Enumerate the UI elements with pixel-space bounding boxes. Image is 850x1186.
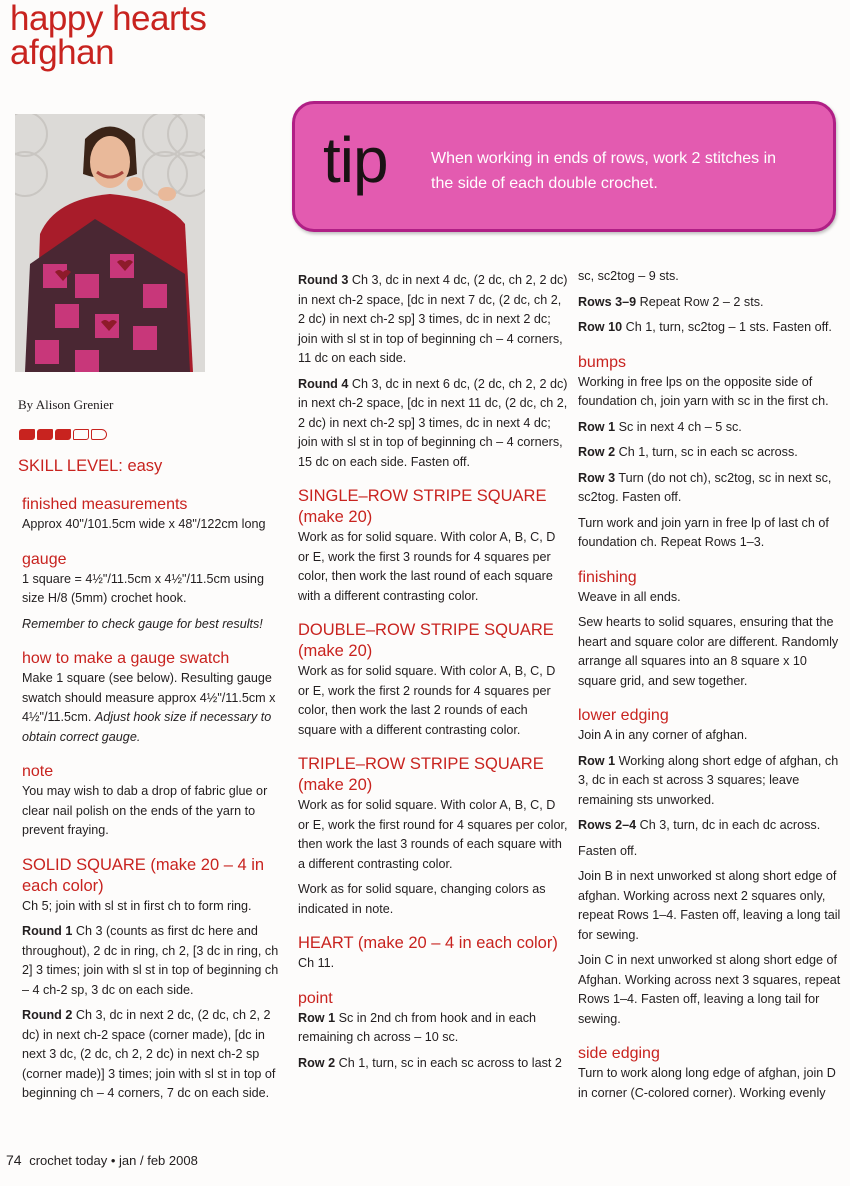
step-text: Repeat Row 2 – 2 sts. <box>639 294 764 309</box>
title-line-2: afghan <box>10 33 115 72</box>
section-heading: lower edging <box>578 707 669 724</box>
paragraph: Work as for solid square. With color A, B, C, D or E, work the first 2 rounds for 4 squares per color, then work the last 2 rounds of each square with a different contrasting color. <box>298 664 556 737</box>
paragraph: Working in free lps on the opposite side of foundation ch, join yarn with sc in the first ch. <box>578 374 829 408</box>
step-text: Ch 3, dc in next 4 dc, (2 dc, ch 2, 2 dc) in next ch-2 space, [dc in next 7 dc, (2 dc, ch 2, 2 dc) in next ch-2 sp] 3 times, dc in next 2 dc; join with sl st in top of beginning ch – 4 corners, 11 dc on each side. <box>298 273 568 365</box>
paragraph: 1 square = 4½"/11.5cm x 4½"/11.5cm using size H/8 (5mm) crochet hook. <box>22 571 264 605</box>
section-heading: side edging <box>578 1045 660 1062</box>
paragraph: Approx 40"/101.5cm wide x 48"/122cm long <box>22 517 266 531</box>
rating-block-empty <box>91 429 107 440</box>
tip-box <box>292 101 836 232</box>
section-solid-square <box>22 855 287 1104</box>
page-footer <box>6 1151 198 1171</box>
section-heading: gauge <box>22 550 67 568</box>
step-label: Round 1 <box>22 924 73 938</box>
skill-level: SKILL LEVEL: easy <box>18 457 163 475</box>
paragraph: You may wish to dab a drop of fabric glue or clear nail polish on the ends of the yarn to prevent fraying. <box>22 784 268 837</box>
section-finishing <box>578 567 846 692</box>
step-text: Ch 1, turn, sc in each sc across. <box>618 445 798 459</box>
step-label: Row 1 <box>578 419 616 434</box>
step-text: Ch 3, dc in next 6 dc, (2 dc, ch 2, 2 dc) in next ch-2 space, [dc in next 11 dc, (2 dc, ch 2, 2 dc) in next ch-2 sp] 3 times, dc in next 4 dc; join with sl st in top of beginning ch – 4 corners, 15 dc on each side. Fasten off. <box>298 376 568 469</box>
step-text: Ch 3 (counts as first dc here and throughout), 2 dc in ring, ch 2, [3 dc in ring, ch 2] 3 times; join with sl st in top of beginning ch – 4 ch-2 sp, 3 dc on each side. <box>22 924 279 997</box>
step-label: Row 1 <box>578 753 616 768</box>
paragraph: sc, sc2tog – 9 sts. <box>578 269 679 283</box>
skill-rating <box>19 429 107 440</box>
step-text: Sc in next 4 ch – 5 sc. <box>618 419 742 434</box>
photo-illustration <box>15 114 205 372</box>
rating-block-filled <box>19 429 35 440</box>
section-point <box>298 988 568 1074</box>
section-heading: DOUBLE–ROW STRIPE SQUARE (make 20) <box>298 621 554 660</box>
paragraph: Join B in next unworked st along short edge of afghan. Working across next 2 squares only, repeat Rows 1–4. Fasten off, leaving a long tail for sewing. <box>578 869 841 942</box>
column-3 <box>578 267 846 1117</box>
step-label: Row 10 <box>578 320 623 334</box>
gauge-note: Remember to check gauge for best results! <box>22 616 263 631</box>
paragraph: Weave in all ends. <box>578 589 681 604</box>
section-lower-edging <box>578 705 846 1029</box>
paragraph: Join C in next unworked st along short edge of Afghan. Working across next 3 squares, repeat Rows 1–4. Fasten off, leaving a long tail for sewing. <box>578 953 841 1026</box>
section-heading: how to make a gauge swatch <box>22 650 230 667</box>
step-label: Round 4 <box>298 376 349 391</box>
paragraph: Join A in any corner of afghan. <box>578 728 748 742</box>
step-text: Working along short edge of afghan, ch 3, dc in each st across 3 squares; leave remaining sts unworked. <box>578 753 839 807</box>
step-text: Ch 3, dc in next 2 dc, (2 dc, ch 2, 2 dc) in next ch-2 space (corner made), [dc in next 3 dc, (2 dc, ch 2, 2 dc) in next ch-2 sp (corner made)] 3 times; join with sl st in top of beginning ch – 4 corners, 7 dc on each side. <box>22 1008 276 1100</box>
paragraph: Ch 5; join with sl st in first ch to form ring. <box>22 898 252 913</box>
step-text: Turn (do not ch), sc2tog, sc in next sc, sc2tog. Fasten off. <box>578 470 832 504</box>
section-heading: finished measurements <box>22 496 188 513</box>
section-heading: point <box>298 989 333 1007</box>
section-gauge-swatch <box>22 648 287 747</box>
section-heading: HEART (make 20 – 4 in each color) <box>298 934 558 952</box>
model-photo <box>15 114 205 372</box>
step-label: Row 1 <box>298 1010 336 1025</box>
step-label: Round 3 <box>298 273 349 287</box>
section-side-edging <box>578 1043 846 1103</box>
section-heart <box>298 933 568 974</box>
paragraph: Work as for solid square, changing colors as indicated in note. <box>298 882 546 916</box>
section-heading: bumps <box>578 353 627 371</box>
section-single-row-stripe <box>298 486 568 606</box>
section-heading: SOLID SQUARE (make 20 – 4 in each color) <box>22 855 265 895</box>
section-double-row-stripe <box>298 620 568 740</box>
section-gauge <box>22 549 287 635</box>
section-rounds <box>298 271 568 472</box>
step-label: Rows 3–9 <box>578 294 637 309</box>
tip-word: tip <box>323 124 388 196</box>
swatch-note: Adjust hook size if necessary to obtain correct gauge. <box>22 710 272 744</box>
paragraph: Work as for solid square. With color A, B, C, D or E, work the first round for 4 squares per color, then work the last 3 rounds of each square with a different contrasting color. <box>298 798 568 871</box>
paragraph: Fasten off. <box>578 843 638 858</box>
section-heading: note <box>22 763 54 780</box>
page-title <box>10 2 206 70</box>
section-heading: TRIPLE–ROW STRIPE SQUARE (make 20) <box>298 755 544 794</box>
page-number: 74 <box>6 1152 22 1168</box>
section-triple-row-stripe <box>298 754 568 919</box>
step-text: Ch 3, turn, dc in each dc across. <box>639 818 821 832</box>
step-text: Ch 1, turn, sc2tog – 1 sts. Fasten off. <box>625 320 832 334</box>
rating-block-empty <box>73 429 89 440</box>
step-text: Ch 1, turn, sc in each sc across to last 2 <box>338 1055 562 1070</box>
section-heading: finishing <box>578 568 637 586</box>
rating-block-filled <box>37 429 53 440</box>
title-line-1: happy hearts <box>10 0 207 38</box>
paragraph: Turn work and join yarn in free lp of last ch of foundation ch. Repeat Rows 1–3. <box>578 515 829 549</box>
rating-block-filled <box>55 429 71 440</box>
paragraph: Make 1 square (see below). Resulting gauge swatch should measure approx 4½"/11.5cm x 4½"/11.5cm. <box>22 671 276 724</box>
paragraph: Sew hearts to solid squares, ensuring that the heart and square color are different. Randomly arrange all squares into an 8 square x 10 square grid, and sew together. <box>578 615 839 688</box>
column-2 <box>298 271 568 1087</box>
step-label: Rows 2–4 <box>578 818 637 832</box>
paragraph: Turn to work along long edge of afghan, join D in corner (C-colored corner). Working evenly <box>578 1066 836 1100</box>
step-label: Round 2 <box>22 1008 73 1022</box>
section-heading: SINGLE–ROW STRIPE SQUARE (make 20) <box>298 487 547 526</box>
column-1 <box>22 494 287 1118</box>
paragraph: Work as for solid square. With color A, B, C, D or E, work the first 3 rounds for 4 squares per color, then work the last round of each square with a different contrasting color. <box>298 530 556 603</box>
step-label: Row 2 <box>578 445 616 459</box>
tip-text: When working in ends of rows, work 2 stitches in the side of each double crochet. <box>431 150 777 192</box>
paragraph: Ch 11. <box>298 956 335 970</box>
section-bumps <box>578 352 846 553</box>
step-text: Sc in 2nd ch from hook and in each remaining ch across – 10 sc. <box>298 1010 537 1044</box>
step-label: Row 2 <box>298 1055 336 1070</box>
section-note <box>22 761 287 841</box>
section-measurements <box>22 494 287 535</box>
step-label: Row 3 <box>578 470 616 485</box>
footer-text: crochet today • jan / feb 2008 <box>29 1153 198 1168</box>
section-point-cont <box>578 267 846 338</box>
byline: By Alison Grenier <box>18 397 114 412</box>
